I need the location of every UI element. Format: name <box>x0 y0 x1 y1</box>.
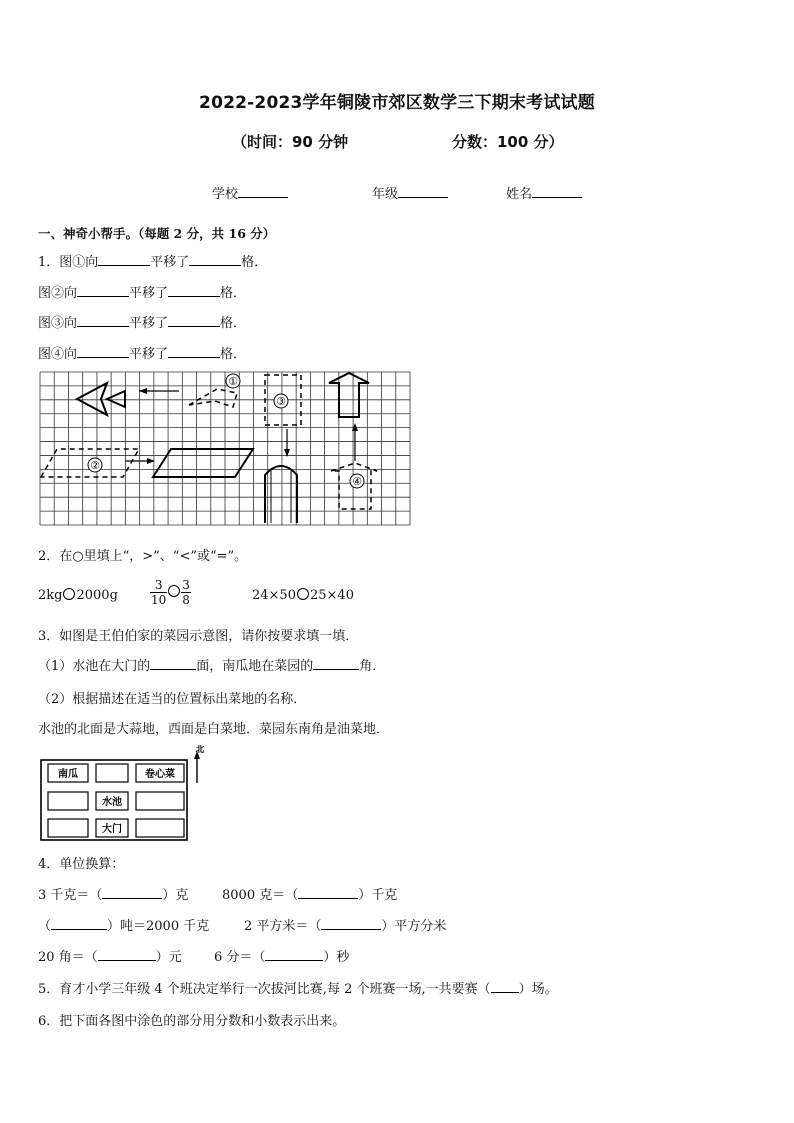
compare-circle-1[interactable] <box>63 588 75 600</box>
q1-blank-direction-1[interactable] <box>98 251 150 266</box>
plot-east <box>136 792 184 810</box>
q4-line1 <box>38 884 188 903</box>
fraction-right-num: 3 <box>182 578 190 592</box>
q3-part1 <box>38 655 385 674</box>
name-label: 姓名 <box>506 187 533 202</box>
shape-3-solid <box>265 466 297 523</box>
q4-l1-b: ）克 <box>162 888 189 903</box>
grade-label: 年级 <box>372 187 399 202</box>
q1-blank-direction-3[interactable] <box>77 312 129 327</box>
q4-l2-c: 2 平方米＝（ <box>244 919 322 934</box>
q4-blank-1[interactable] <box>102 884 162 899</box>
plot-top-middle <box>96 764 128 782</box>
q4-l2-a: （ <box>38 919 52 934</box>
arrow-head-1 <box>139 388 147 394</box>
q2-item3-left: 24×50 <box>252 588 296 603</box>
q1-blank-direction-2[interactable] <box>77 282 129 297</box>
figure-label-2: ② <box>90 459 100 472</box>
fraction-left-num: 3 <box>150 578 167 593</box>
q4-blank-5[interactable] <box>98 946 156 961</box>
q4-blank-6[interactable] <box>265 946 323 961</box>
q4-l3-a: 20 角＝（ <box>38 950 98 965</box>
q1-line4-end: 格． <box>220 347 247 362</box>
q1-line3-end: 格． <box>220 316 247 331</box>
q2-item1-right: 2000g <box>76 588 118 603</box>
q1-line1 <box>38 251 267 270</box>
compare-circle-2[interactable] <box>168 585 180 597</box>
score-label: 分数：100 分） <box>452 133 564 151</box>
q4-l3-c: 6 分＝（ <box>214 950 266 965</box>
q1-line1-end: 格． <box>241 255 268 270</box>
q4-blank-4[interactable] <box>321 915 381 930</box>
q5-text <box>38 978 558 997</box>
name-blank[interactable] <box>532 183 582 198</box>
q5-text-a: 5．育才小学三年级 4 个班决定举行一次拔河比赛,每 2 个班赛一场,一共要赛（ <box>38 982 491 997</box>
q1-blank-count-1[interactable] <box>189 251 241 266</box>
q3-description: 水池的北面是大蒜地，西面是白菜地．菜园东南角是油菜地． <box>38 722 390 737</box>
section-heading: 一、神奇小帮手。（每题 2 分，共 16 分） <box>38 226 276 241</box>
q1-line1-mid: 平移了 <box>150 255 190 270</box>
q2-item-1 <box>38 588 118 603</box>
fraction-right-den: 8 <box>182 593 190 607</box>
q1-line4-text: 图④向 <box>38 347 78 362</box>
q3-part1-c: 角． <box>359 659 386 674</box>
school-field <box>212 183 288 202</box>
q1-blank-count-2[interactable] <box>168 282 220 297</box>
q6-text: 6．把下面各图中涂色的部分用分数和小数表示出来。 <box>38 1014 346 1029</box>
q1-line2-text: 图②向 <box>38 286 78 301</box>
q4-l2-d: ）平方分米 <box>381 919 447 934</box>
q4-l1-c: 8000 克＝（ <box>222 888 299 903</box>
q2-item1-left: 2kg <box>38 588 63 603</box>
plot-southeast <box>136 819 184 837</box>
name-field <box>506 183 582 202</box>
q2-item-3 <box>252 588 354 603</box>
compare-circle-3[interactable] <box>297 588 309 600</box>
q1-line2-end: 格． <box>220 286 247 301</box>
grade-field <box>372 183 448 202</box>
q4-line2 <box>38 915 209 934</box>
q3-part1-a: （1）水池在大门的 <box>38 659 151 674</box>
time-label: （时间：90 分钟 <box>232 133 349 151</box>
q1-line1-text: 1．图①向 <box>38 255 99 270</box>
q3-blank-corner[interactable] <box>313 655 359 670</box>
q4-line3 <box>38 946 182 965</box>
q1-blank-count-4[interactable] <box>168 343 220 358</box>
q4-prompt: 4．单位换算： <box>38 857 125 872</box>
q1-line4-mid: 平移了 <box>129 347 169 362</box>
q1-line3 <box>38 312 246 331</box>
plot-cabbage-label: 卷心菜 <box>145 769 175 780</box>
q3-part1-b: 面，南瓜地在菜园的 <box>196 659 314 674</box>
q4-line3-right <box>214 946 349 965</box>
q3-blank-direction[interactable] <box>150 655 196 670</box>
q5-blank[interactable] <box>491 978 519 993</box>
fraction-right <box>181 578 191 607</box>
grade-blank[interactable] <box>398 183 448 198</box>
q1-blank-direction-4[interactable] <box>77 343 129 358</box>
plot-pumpkin-label: 南瓜 <box>58 769 78 780</box>
north-label: 北 <box>195 745 205 755</box>
fraction-left-den: 10 <box>151 593 167 607</box>
q2-item3-right: 25×40 <box>309 588 354 603</box>
q1-line3-text: 图③向 <box>38 316 78 331</box>
plot-southwest <box>48 819 88 837</box>
fraction-left <box>150 578 167 607</box>
q4-blank-3[interactable] <box>51 915 107 930</box>
figure-label-4: ④ <box>352 475 362 488</box>
shape-1-original <box>77 383 125 415</box>
q4-blank-2[interactable] <box>298 884 358 899</box>
plot-gate-label: 大门 <box>102 824 122 835</box>
figure-label-3: ③ <box>276 395 286 408</box>
q1-blank-count-3[interactable] <box>168 312 220 327</box>
q1-line4 <box>38 343 246 362</box>
q1-line2-mid: 平移了 <box>129 286 169 301</box>
page-title: 2022-2023学年铜陵市郊区数学三下期末考试试题 <box>199 93 595 113</box>
q1-line3-mid: 平移了 <box>129 316 169 331</box>
figure-label-1: ① <box>228 375 238 388</box>
translation-grid-figure <box>39 371 411 526</box>
q4-line1-right <box>222 884 397 903</box>
garden-map <box>40 745 210 843</box>
q3-prompt: 3．如图是王伯伯家的菜园示意图，请你按要求填一填． <box>38 629 359 644</box>
q2-item-2 <box>150 578 191 607</box>
q2-prompt: 2．在○里填上“，>”、“<”或“=”。 <box>38 549 248 564</box>
shape-4-solid <box>329 373 369 417</box>
q4-l3-d: ）秒 <box>323 950 350 965</box>
school-blank[interactable] <box>238 183 288 198</box>
plot-pond-label: 水池 <box>102 797 122 808</box>
plot-west <box>48 792 88 810</box>
q5-text-b: ）场。 <box>518 982 558 997</box>
q4-l1-d: ）千克 <box>358 888 398 903</box>
q4-line2-right <box>244 915 446 934</box>
school-label: 学校 <box>212 187 239 202</box>
q3-part2: （2）根据描述在适当的位置标出菜地的名称． <box>38 692 307 707</box>
q4-l1-a: 3 千克＝（ <box>38 888 103 903</box>
q4-l3-b: ）元 <box>155 950 182 965</box>
q4-l2-b: ）吨＝2000 千克 <box>107 919 210 934</box>
q1-line2 <box>38 282 246 301</box>
